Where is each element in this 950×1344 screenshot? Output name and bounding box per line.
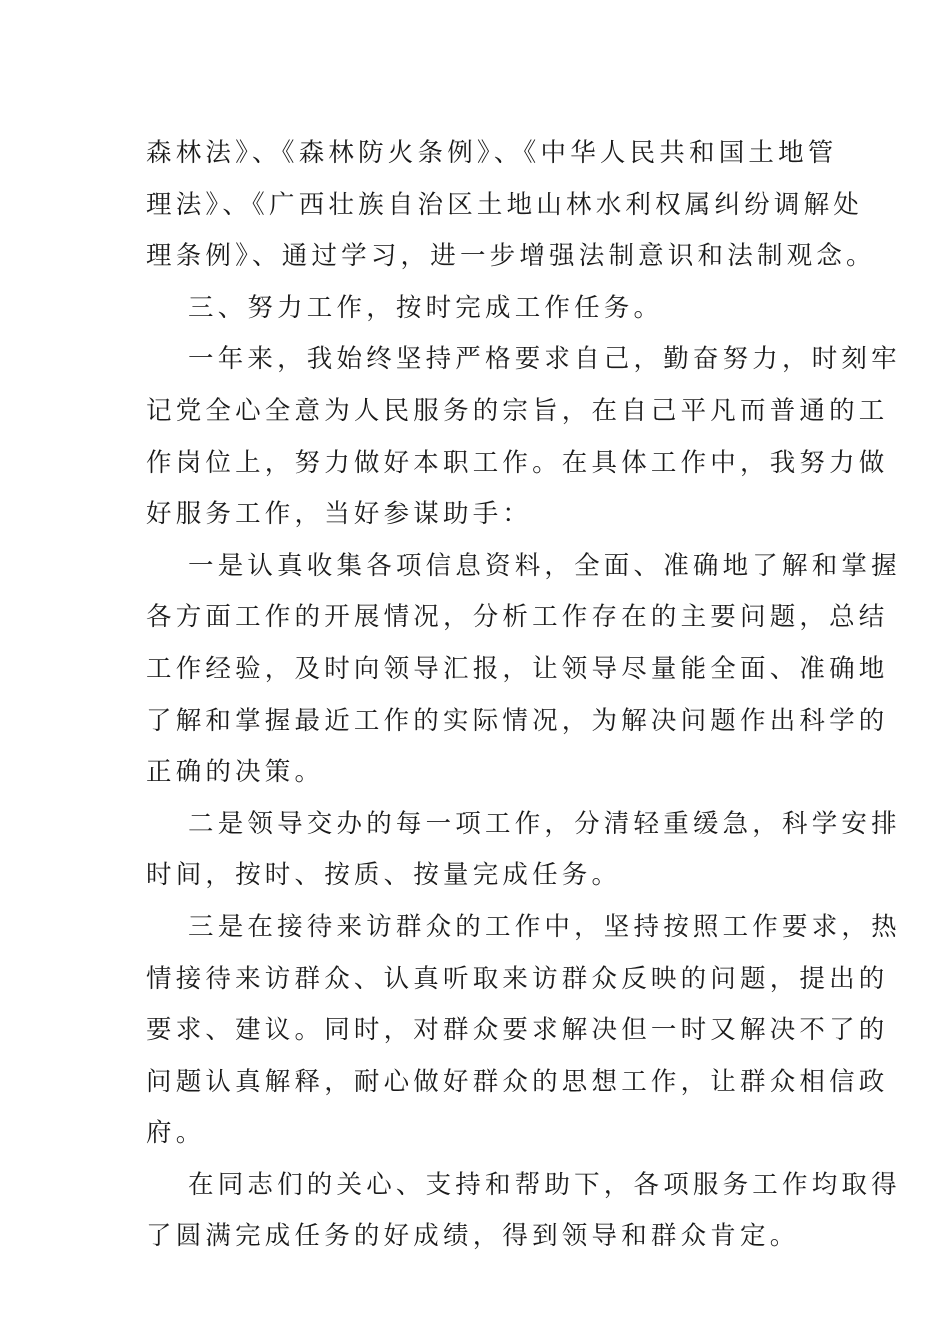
text-line: 了解和掌握最近工作的实际情况，为解决问题作出科学的 bbox=[146, 705, 889, 736]
text-line: 在同志们的关心、支持和帮助下，各项服务工作均取得 bbox=[188, 1169, 901, 1200]
text-line: 作岗位上，努力做好本职工作。在具体工作中，我努力做 bbox=[146, 447, 889, 478]
text-line: 工作经验，及时向领导汇报，让领导尽量能全面、准确地 bbox=[146, 653, 889, 684]
text-line: 一是认真收集各项信息资料，全面、准确地了解和掌握 bbox=[188, 550, 901, 581]
text-line: 要求、建议。同时，对群众要求解决但一时又解决不了的 bbox=[146, 1015, 889, 1046]
text-line: 理条例》、通过学习，进一步增强法制意识和法制观念。 bbox=[146, 241, 876, 272]
text-line: 问题认真解释，耐心做好群众的思想工作，让群众相信政 bbox=[146, 1066, 889, 1097]
text-line: 府。 bbox=[146, 1118, 206, 1149]
text-line: 记党全心全意为人民服务的宗旨，在自己平凡而普通的工 bbox=[146, 395, 889, 426]
text-line: 好服务工作，当好参谋助手： bbox=[146, 499, 533, 530]
document-body bbox=[146, 128, 901, 1263]
text-line: 各方面工作的开展情况，分析工作存在的主要问题，总结 bbox=[146, 602, 889, 633]
text-line: 时间，按时、按质、按量完成任务。 bbox=[146, 860, 622, 891]
text-line: 二是领导交办的每一项工作，分清轻重缓急，科学安排 bbox=[188, 808, 901, 839]
text-line: 一年来，我始终坚持严格要求自己，勤奋努力，时刻牢 bbox=[188, 344, 901, 375]
text-line: 理法》、《广西壮族自治区土地山林水利权属纠纷调解处 bbox=[146, 189, 864, 220]
text-line: 了圆满完成任务的好成绩，得到领导和群众肯定。 bbox=[146, 1221, 800, 1252]
text-line: 情接待来访群众、认真听取来访群众反映的问题，提出的 bbox=[146, 963, 889, 994]
text-line: 三是在接待来访群众的工作中，坚持按照工作要求，热 bbox=[188, 911, 901, 942]
text-line: 森林法》、《森林防火条例》、《中华人民共和国土地管 bbox=[146, 138, 838, 168]
text-line: 正确的决策。 bbox=[146, 757, 325, 788]
text-line: 三、努力工作，按时完成工作任务。 bbox=[188, 292, 664, 323]
